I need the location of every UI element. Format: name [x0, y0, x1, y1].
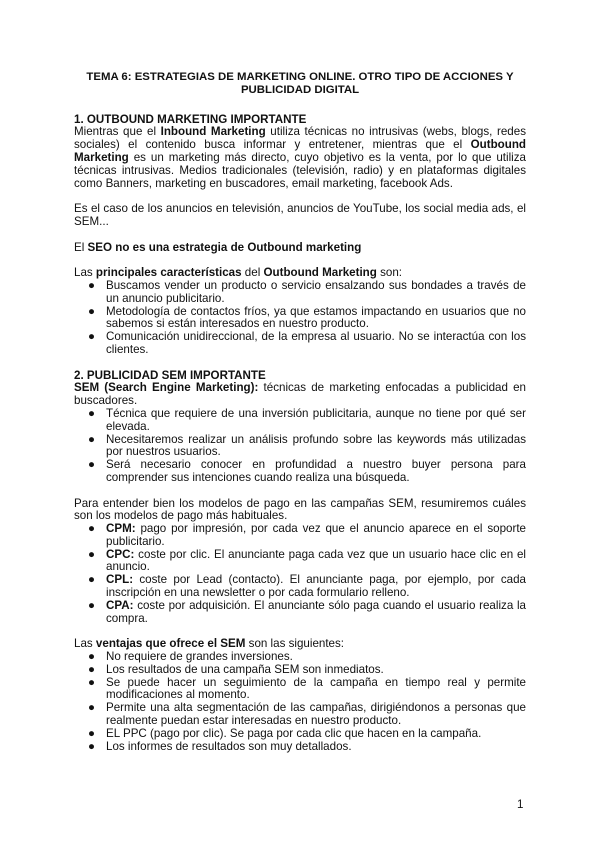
bold-text: ventajas que ofrece el SEM: [95, 637, 246, 651]
bullet-icon: ●: [88, 522, 96, 536]
text-run: coste por clic. El anunciante paga cada vez que un usuario hace clic en el anuncio.: [106, 547, 526, 574]
section-1-paragraph-1: [74, 126, 526, 190]
text-run: Los informes de resultados son muy detallados.: [106, 739, 352, 753]
list-item: [74, 677, 526, 703]
bullet-icon: ●: [88, 458, 96, 472]
bullet-icon: ●: [88, 701, 96, 715]
section-2-paragraph-1: [74, 382, 526, 408]
document-title: TEMA 6: ESTRATEGIAS DE MARKETING ONLINE. OTRO TIPO DE ACCIONES Y PUBLICIDAD DIGITAL: [86, 71, 514, 96]
bullet-icon: ●: [88, 662, 96, 676]
text-run: Comunicación unidireccional, de la empresa al usuario. No se interactúa con los clientes.: [106, 330, 526, 356]
section-1-heading: 1. OUTBOUND MARKETING IMPORTANTE: [74, 112, 307, 126]
list-item: [74, 549, 526, 575]
section-2-advantages-list: [74, 651, 526, 753]
text-run: Técnica que requiere de una inversión publicitaria, aunque no tiene por qué ser elevada.: [106, 406, 526, 433]
text-run: es un marketing más directo, cuyo objetivo es la venta, por lo que utiliza técnicas intrusivas. Medios tradicionales (televisión, radio) y en plataformas digitales como Banners, marketing en buscadores, email marketing, facebook Ads.: [74, 150, 526, 190]
bullet-icon: ●: [88, 547, 96, 561]
bold-text: CPA:: [106, 598, 134, 612]
bold-text: Outbound Marketing: [263, 266, 377, 280]
page-content: [74, 71, 526, 753]
text-run: Necesitaremos realizar un análisis profundo sobre las keywords más utilizadas por nuestros usuarios.: [106, 432, 526, 459]
text-run: Buscamos vender un producto o servicio ensalzando sus bondades a través de un anuncio publicitario.: [106, 278, 526, 305]
text-run: Es el caso de los anuncios en televisión, anuncios de YouTube, los social media ads, el SEM...: [74, 202, 526, 228]
bold-text: Inbound Marketing: [160, 125, 266, 139]
bullet-icon: ●: [88, 304, 96, 318]
bullet-icon: ●: [88, 278, 96, 292]
list-item: [74, 702, 526, 728]
text-run: son las siguientes:: [245, 637, 345, 651]
text-run: Para entender bien los modelos de pago en las campañas SEM, resumiremos cuáles son los modelos de pago más habituales.: [74, 496, 526, 523]
text-run: Mientras que el: [74, 125, 161, 139]
text-run: pago por impresión, por cada vez que el anuncio aparece en el soporte publicitario.: [106, 522, 526, 548]
section-2-sem-list: [74, 408, 526, 485]
bullet-icon: ●: [88, 573, 96, 587]
section-2-heading: 2. PUBLICIDAD SEM IMPORTANTE: [74, 368, 266, 382]
bullet-icon: ●: [88, 726, 96, 740]
list-item: [74, 741, 526, 754]
bullet-icon: ●: [88, 330, 96, 344]
bold-text: SEM (Search Engine Marketing):: [74, 381, 259, 395]
section-1-paragraph-3: [74, 242, 526, 255]
bold-text: CPC:: [106, 547, 135, 561]
bullet-icon: ●: [88, 675, 96, 689]
bold-text: SEO no es una estrategia de Outbound marketing: [87, 240, 362, 254]
text-run: técnicas de marketing enfocadas a publicidad en buscadores.: [74, 381, 527, 408]
text-run: coste por adquisición. El anunciante sólo paga cuando el usuario realiza la compra.: [106, 598, 526, 625]
bold-text: Outbound Marketing: [74, 138, 526, 164]
bullet-icon: ●: [88, 432, 96, 446]
text-run: EL PPC (pago por clic). Se paga por cada clic que hacen en la campaña.: [106, 726, 482, 740]
list-item: [74, 331, 526, 357]
list-item: [74, 574, 526, 600]
bullet-icon: ●: [88, 406, 96, 420]
bullet-icon: ●: [88, 598, 96, 612]
text-run: Permite una alta segmentación de las campañas, dirigiéndonos a personas que realmente puedan estar interesadas en nuestro producto.: [106, 701, 526, 728]
text-run: No requiere de grandes inversiones.: [106, 650, 293, 664]
bold-text: principales características: [95, 266, 242, 280]
list-item: [74, 459, 526, 485]
text-run: utiliza técnicas no intrusivas (webs, blogs, redes sociales) el contenido busca informar y entretener, mientras que el: [74, 125, 526, 152]
section-1-paragraph-2: [74, 203, 526, 229]
text-run: son:: [376, 266, 402, 280]
text-run: Se puede hacer un seguimiento de la campaña en tiempo real y permite modificaciones al momento.: [106, 675, 526, 702]
text-run: coste por Lead (contacto). El anunciante paga, por ejemplo, por cada inscripción en una newsletter o por cada formulario relleno.: [106, 573, 526, 600]
page-number: 1: [517, 798, 524, 811]
list-item: [74, 434, 526, 460]
text-run: Las: [74, 637, 96, 651]
list-item: [74, 600, 526, 626]
bold-text: CPM:: [106, 522, 136, 536]
section-2-paragraph-2: [74, 498, 526, 524]
section-2-payment-models-list: [74, 523, 526, 625]
list-item: [74, 306, 526, 332]
text-run: Las: [74, 266, 96, 280]
bold-text: CPL:: [106, 573, 134, 587]
text-run: Los resultados de una campaña SEM son inmediatos.: [106, 662, 384, 676]
text-run: El: [74, 240, 88, 254]
list-item: [74, 408, 526, 434]
text-run: del: [241, 266, 264, 280]
text-run: Será necesario conocer en profundidad a nuestro buyer persona para comprender sus intenciones cuando realiza una búsqueda.: [106, 458, 526, 484]
list-item: [74, 280, 526, 306]
bullet-icon: ●: [88, 739, 96, 753]
text-run: Metodología de contactos fríos, ya que estamos impactando en usuarios que no sabemos si están interesados en nuestro producto.: [106, 304, 526, 331]
list-item: [74, 523, 526, 549]
section-1-characteristics-list: [74, 280, 526, 357]
bullet-icon: ●: [88, 650, 96, 664]
